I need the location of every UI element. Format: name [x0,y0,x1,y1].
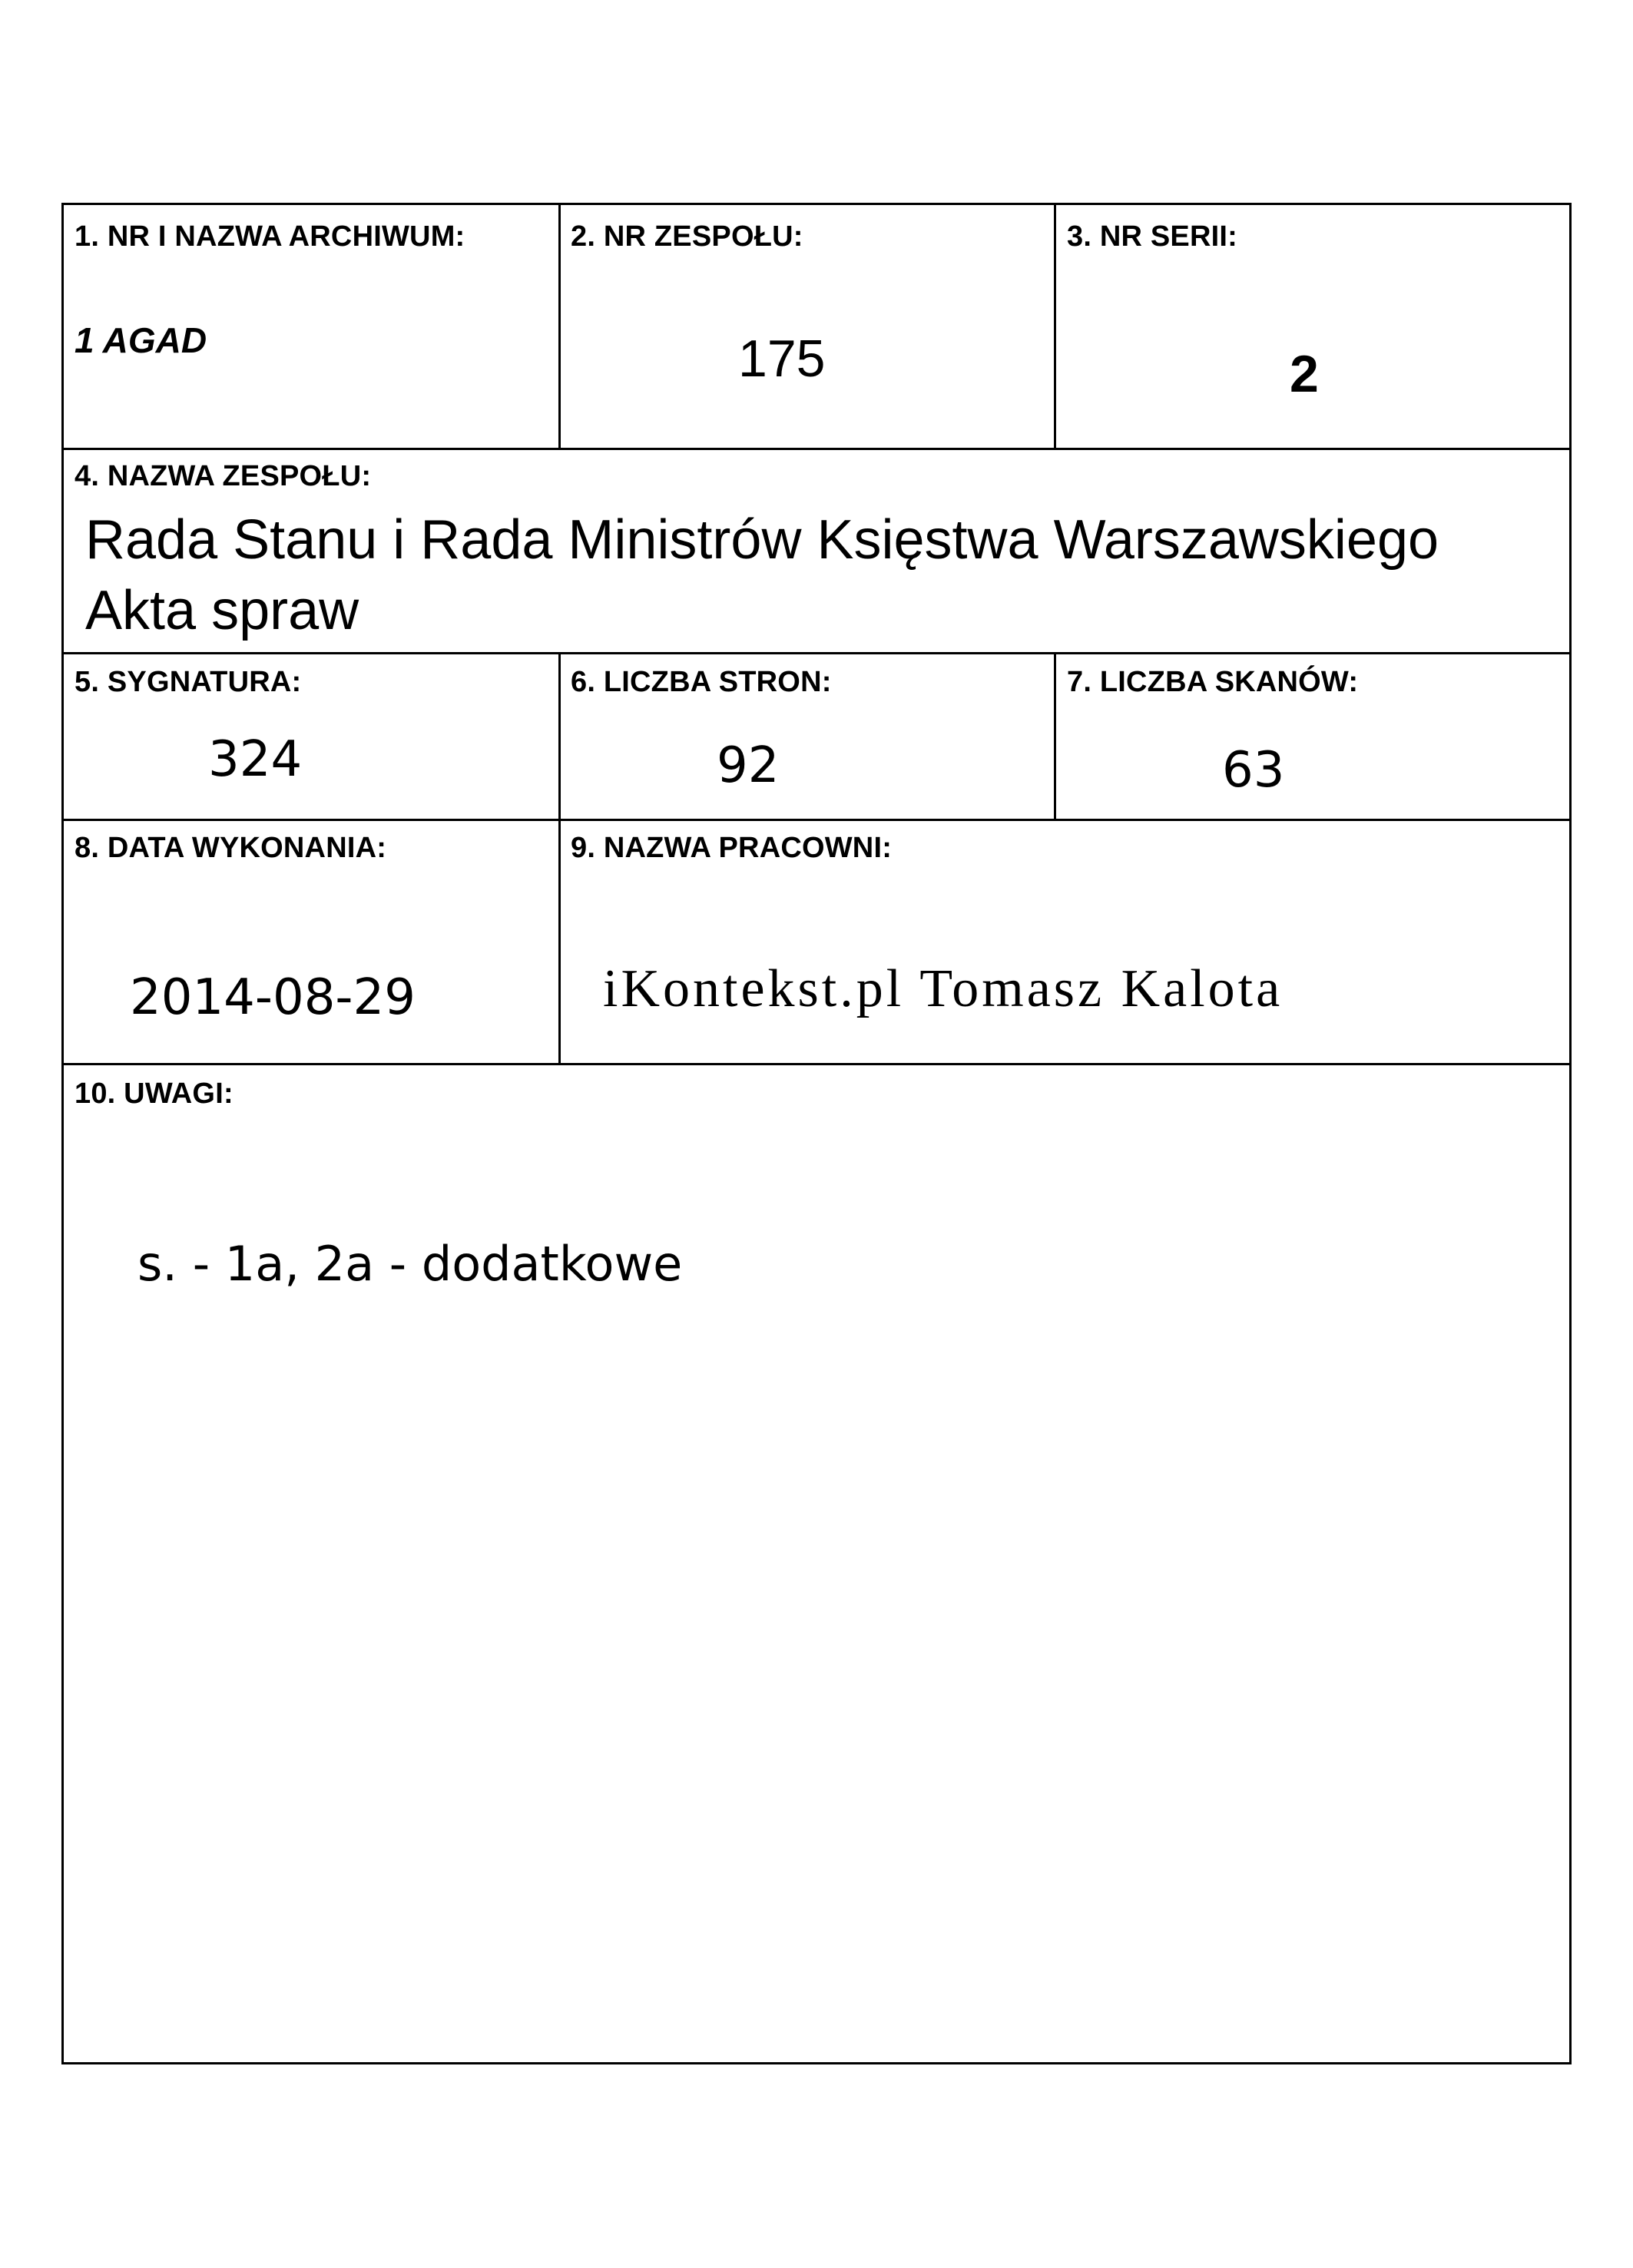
fonds-number-value: 175 [738,329,826,388]
column-divider [1054,652,1056,819]
notes-label: 10. UWAGI: [75,1078,234,1110]
scans-label: 7. LICZBA SKANÓW: [1067,666,1359,698]
signature-label: 5. SYGNATURA: [75,666,302,698]
scans-value: 63 [1222,742,1285,799]
column-divider [558,819,561,1063]
fonds-name-line2: Akta spraw [85,580,359,641]
signature-value: 324 [208,731,303,788]
date-label: 8. DATA WYKONANIA: [75,832,387,864]
series-number-label: 3. NR SERII: [1067,220,1237,253]
archive-value: 1 AGAD [75,320,207,360]
fonds-name-line1: Rada Stanu i Rada Ministrów Księstwa Warszawskiego [85,509,1439,571]
series-number-value: 2 [1290,345,1319,403]
workshop-label: 9. NAZWA PRACOWNI: [571,832,893,864]
notes-value: s. - 1a, 2a - dodatkowe [137,1236,683,1292]
row-divider [64,819,1569,821]
archive-label: 1. NR I NAZWA ARCHIWUM: [75,220,465,253]
row-divider [64,652,1569,654]
workshop-value: iKontekst.pl Tomasz Kalota [603,959,1284,1018]
column-divider [558,652,561,819]
fonds-name-label: 4. NAZWA ZESPOŁU: [75,460,372,492]
pages-value: 92 [717,737,780,794]
row-divider [64,1063,1569,1065]
row-divider [64,448,1569,450]
pages-label: 6. LICZBA STRON: [571,666,832,698]
archive-metadata-card [61,203,1572,2064]
date-value: 2014-08-29 [130,969,416,1026]
column-divider [558,205,561,448]
fonds-number-label: 2. NR ZESPOŁU: [571,220,803,253]
column-divider [1054,205,1056,448]
